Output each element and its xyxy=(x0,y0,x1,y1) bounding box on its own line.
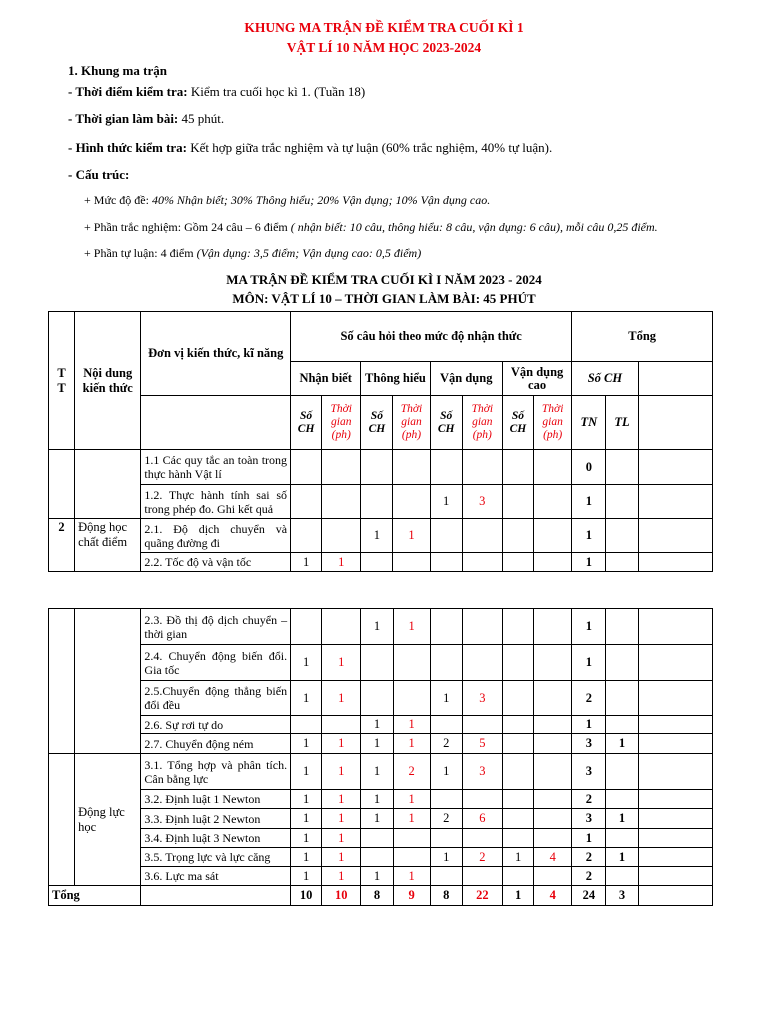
row-number-cell xyxy=(49,450,75,485)
lv3-count-header: Số CH xyxy=(430,396,462,450)
time-cell: 1 xyxy=(322,734,361,754)
total-tn-cell: 1 xyxy=(572,716,606,734)
time-cell: 5 xyxy=(462,734,502,754)
table-row xyxy=(49,681,713,716)
level-high-application-header: Vận dụng cao xyxy=(502,362,571,396)
count-cell: 1 xyxy=(361,609,393,645)
total-tn-cell: 2 xyxy=(572,681,606,716)
count-cell xyxy=(502,553,533,572)
total-tn-cell: 3 xyxy=(572,734,606,754)
unit-cell: 3.1. Tổng hợp và phân tích. Cân bằng lực xyxy=(141,754,291,790)
time-cell: 3 xyxy=(462,485,502,519)
count-cell xyxy=(430,450,462,485)
time-cell: 1 xyxy=(393,609,430,645)
lv1-time-header: Thời gian (ph) xyxy=(322,396,361,450)
table-row xyxy=(49,716,713,734)
time-cell: 1 xyxy=(322,848,361,867)
total-tl-cell xyxy=(606,553,638,572)
time-cell: 1 xyxy=(322,809,361,829)
total-tn-cell: 1 xyxy=(572,553,606,572)
tail-blank-cell xyxy=(638,848,712,867)
total-tl-cell xyxy=(606,867,638,886)
count-cell: 1 xyxy=(291,734,322,754)
row-number-cell xyxy=(49,485,75,519)
matrix-table-part2 xyxy=(48,608,713,906)
time-cell xyxy=(534,829,572,848)
time-cell xyxy=(393,829,430,848)
info-exam-time xyxy=(68,84,365,100)
tail-blank-cell xyxy=(638,790,712,809)
level-understanding-header: Thông hiểu xyxy=(361,362,430,396)
unit-cell: 2.1. Độ dịch chuyển và quãng đường đi xyxy=(141,519,291,553)
table-row xyxy=(49,734,713,754)
count-cell xyxy=(430,609,462,645)
time-cell xyxy=(534,645,572,681)
row-number-cell xyxy=(49,754,75,886)
table-row xyxy=(49,809,713,829)
time-cell: 4 xyxy=(534,848,572,867)
time-cell xyxy=(322,450,361,485)
time-cell xyxy=(534,553,572,572)
time-cell xyxy=(393,485,430,519)
count-cell: 1 xyxy=(430,848,462,867)
count-cell xyxy=(291,716,322,734)
table-row xyxy=(49,645,713,681)
table-row xyxy=(49,754,713,790)
tail-blank-cell xyxy=(638,867,712,886)
time-cell xyxy=(322,485,361,519)
tn-header: TN xyxy=(572,396,606,450)
tail-blank-cell xyxy=(638,754,712,790)
count-cell xyxy=(503,790,534,809)
time-cell xyxy=(534,754,572,790)
count-cell xyxy=(361,553,393,572)
time-cell xyxy=(534,485,572,519)
count-cell: 1 xyxy=(361,790,393,809)
count-cell: 1 xyxy=(361,867,393,886)
doc-subtitle: VẬT LÍ 10 NĂM HỌC 2023-2024 xyxy=(286,40,482,55)
topic-cell: Động học chất điểm xyxy=(75,519,141,572)
tail-blank-cell xyxy=(638,809,712,829)
info-form xyxy=(68,140,552,156)
count-cell xyxy=(361,450,393,485)
count-cell xyxy=(503,809,534,829)
time-cell xyxy=(462,867,502,886)
tail-blank-cell xyxy=(638,519,712,553)
lv1-count-header: Số CH xyxy=(291,396,322,450)
total-tn-cell: 1 xyxy=(572,519,606,553)
time-cell xyxy=(462,829,502,848)
count-cell: 1 xyxy=(361,809,393,829)
total-question-count-header: Số CH xyxy=(572,362,638,396)
total-tl-cell xyxy=(606,829,638,848)
count-cell xyxy=(361,485,393,519)
time-cell: 2 xyxy=(393,754,430,790)
time-cell: 1 xyxy=(322,681,361,716)
count-cell: 1 xyxy=(291,681,322,716)
totals-unit-blank xyxy=(141,886,291,906)
time-cell xyxy=(393,645,430,681)
tail-blank-cell xyxy=(638,829,712,848)
count-cell: 1 xyxy=(291,809,322,829)
row-number-cell: 2 xyxy=(49,519,75,572)
total-tl-cell xyxy=(606,609,638,645)
total-tl-cell xyxy=(606,754,638,790)
count-cell: 1 xyxy=(291,754,322,790)
info-duration-value: 45 phút. xyxy=(178,111,225,126)
time-cell: 1 xyxy=(322,829,361,848)
unit-cell: 3.5. Trọng lực và lực căng xyxy=(141,848,291,867)
count-cell xyxy=(361,681,393,716)
count-cell: 1 xyxy=(361,716,393,734)
info-levels-prefix: + Mức độ đề: xyxy=(84,193,152,207)
time-cell: 1 xyxy=(322,790,361,809)
total-count-cell: 1 xyxy=(503,886,534,906)
count-cell xyxy=(430,645,462,681)
time-cell: 1 xyxy=(322,754,361,790)
count-cell xyxy=(430,867,462,886)
section-heading: 1. Khung ma trận xyxy=(68,63,167,78)
time-cell xyxy=(534,716,572,734)
time-cell xyxy=(534,809,572,829)
tail-blank-cell xyxy=(638,716,712,734)
total-tn-cell: 3 xyxy=(572,809,606,829)
time-cell: 1 xyxy=(322,553,361,572)
time-cell: 2 xyxy=(462,848,502,867)
info-levels-value: 40% Nhận biết; 30% Thông hiểu; 20% Vận dụng; 10% Vận dụng cao. xyxy=(151,193,491,207)
info-duration-label: - Thời gian làm bài: xyxy=(68,111,179,126)
time-cell xyxy=(393,450,430,485)
grand-total-tn: 24 xyxy=(572,886,606,906)
table-row xyxy=(49,848,713,867)
table-row xyxy=(49,485,713,519)
total-tn-cell: 2 xyxy=(572,867,606,886)
levels-header: Số câu hỏi theo mức độ nhận thức xyxy=(291,312,572,362)
content-header: Nội dung kiến thức xyxy=(75,312,141,450)
time-cell: 1 xyxy=(393,734,430,754)
lv4-time-header: Thời gian (ph) xyxy=(534,396,572,450)
info-essay-prefix: + Phần tự luận: 4 điểm xyxy=(84,246,197,260)
total-time-cell: 9 xyxy=(393,886,430,906)
count-cell: 1 xyxy=(291,829,322,848)
total-tl-cell: 1 xyxy=(606,734,638,754)
info-structure-label: - Cấu trúc: xyxy=(68,167,130,182)
time-cell xyxy=(534,519,572,553)
count-cell: 1 xyxy=(430,681,462,716)
grand-total-tl: 3 xyxy=(606,886,638,906)
count-cell xyxy=(291,485,322,519)
time-cell: 1 xyxy=(322,867,361,886)
time-cell: 6 xyxy=(462,809,502,829)
count-cell xyxy=(502,485,533,519)
count-cell xyxy=(503,609,534,645)
count-cell xyxy=(503,716,534,734)
total-tl-cell xyxy=(606,681,638,716)
info-exam-time-label: - Thời điểm kiểm tra: xyxy=(68,84,188,99)
total-tl-cell xyxy=(606,519,638,553)
time-cell xyxy=(534,790,572,809)
unit-cell: 2.5.Chuyển động thẳng biến đổi đều xyxy=(141,681,291,716)
total-tn-cell: 1 xyxy=(572,645,606,681)
matrix-title: MA TRẬN ĐỀ KIỂM TRA CUỐI KÌ I NĂM 2023 - 2024 xyxy=(226,272,542,287)
count-cell xyxy=(430,716,462,734)
totals-row xyxy=(49,886,713,906)
unit-cell: 3.4. Định luật 3 Newton xyxy=(141,829,291,848)
total-tl-cell xyxy=(606,716,638,734)
count-cell: 1 xyxy=(361,519,393,553)
tt-header: T T xyxy=(49,312,75,450)
time-cell xyxy=(393,681,430,716)
tail-blank-header xyxy=(638,396,712,450)
info-essay xyxy=(84,246,421,261)
count-cell xyxy=(503,681,534,716)
count-cell: 1 xyxy=(291,867,322,886)
tail-blank-cell xyxy=(638,609,712,645)
time-cell xyxy=(534,734,572,754)
count-cell: 2 xyxy=(430,809,462,829)
time-cell: 1 xyxy=(393,716,430,734)
info-form-value: Kết hợp giữa trắc nghiệm và tự luận (60% trắc nghiệm, 40% tự luận). xyxy=(187,140,553,155)
time-cell: 1 xyxy=(393,867,430,886)
time-cell xyxy=(534,609,572,645)
tail-blank-cell xyxy=(638,645,712,681)
count-cell xyxy=(291,609,322,645)
unit-cell: 2.2. Tốc độ và vận tốc xyxy=(141,553,291,572)
unit-cell: 2.7. Chuyển động ném xyxy=(141,734,291,754)
table-row xyxy=(49,450,713,485)
tail-blank-cell xyxy=(638,886,712,906)
count-cell: 1 xyxy=(361,734,393,754)
count-cell: 1 xyxy=(291,848,322,867)
tail-blank-cell xyxy=(638,734,712,754)
count-cell: 1 xyxy=(291,645,322,681)
count-cell xyxy=(503,829,534,848)
total-tl-cell xyxy=(606,790,638,809)
unit-cell: 3.6. Lực ma sát xyxy=(141,867,291,886)
info-duration xyxy=(68,111,224,127)
count-cell: 1 xyxy=(291,790,322,809)
time-cell xyxy=(393,848,430,867)
total-tn-cell: 1 xyxy=(572,829,606,848)
level-application-header: Vận dụng xyxy=(430,362,502,396)
unit-cell: 2.6. Sự rơi tự do xyxy=(141,716,291,734)
info-form-label: - Hình thức kiểm tra: xyxy=(68,140,188,155)
time-cell xyxy=(534,681,572,716)
matrix-table-part1 xyxy=(48,311,713,572)
info-multiple-choice xyxy=(84,220,658,235)
table-row xyxy=(49,609,713,645)
table-row xyxy=(49,790,713,809)
count-cell xyxy=(291,519,322,553)
unit-cell: 1.2. Thực hành tính sai số trong phép đo. Ghi kết quả xyxy=(141,485,291,519)
time-cell: 1 xyxy=(393,519,430,553)
total-tn-cell: 1 xyxy=(572,485,606,519)
count-cell: 1 xyxy=(430,754,462,790)
total-tl-cell xyxy=(606,450,638,485)
total-tn-cell: 1 xyxy=(572,609,606,645)
row-number-cell xyxy=(49,609,75,754)
count-cell xyxy=(361,829,393,848)
time-cell xyxy=(462,645,502,681)
topic-cell xyxy=(75,609,141,754)
count-cell xyxy=(503,734,534,754)
tl-header: TL xyxy=(606,396,638,450)
lv3-time-header: Thời gian (ph) xyxy=(462,396,502,450)
total-tn-cell: 2 xyxy=(572,790,606,809)
count-cell xyxy=(430,553,462,572)
level-recognition-header: Nhận biết xyxy=(291,362,361,396)
time-cell: 3 xyxy=(462,754,502,790)
topic-cell xyxy=(75,485,141,519)
total-count-cell: 10 xyxy=(291,886,322,906)
info-mc-value: ( nhận biết: 10 câu, thông hiểu: 8 câu, vận dụng: 6 câu), mỗi câu 0,25 điểm. xyxy=(290,220,658,234)
total-tl-cell xyxy=(606,485,638,519)
time-cell: 1 xyxy=(393,809,430,829)
total-header: Tổng xyxy=(572,312,713,362)
table-row xyxy=(49,867,713,886)
total-tn-cell: 2 xyxy=(572,848,606,867)
topic-cell: Động lực học xyxy=(75,754,141,886)
total-tl-cell: 1 xyxy=(606,809,638,829)
tail-blank-cell xyxy=(638,681,712,716)
time-cell xyxy=(534,867,572,886)
total-tn-cell: 3 xyxy=(572,754,606,790)
time-cell xyxy=(462,553,502,572)
unit-cell: 3.2. Định luật 1 Newton xyxy=(141,790,291,809)
unit-cell: 2.4. Chuyển động biến đổi. Gia tốc xyxy=(141,645,291,681)
total-count-cell: 8 xyxy=(430,886,462,906)
count-cell xyxy=(430,519,462,553)
table-row xyxy=(49,553,713,572)
time-cell: 1 xyxy=(322,645,361,681)
tail-blank-cell xyxy=(638,485,712,519)
info-exam-time-value: Kiểm tra cuối học kì 1. (Tuần 18) xyxy=(187,84,366,99)
time-cell xyxy=(322,716,361,734)
unit-header-blank xyxy=(141,396,291,450)
total-blank-header xyxy=(638,362,712,396)
count-cell xyxy=(503,867,534,886)
count-cell: 1 xyxy=(430,485,462,519)
lv2-count-header: Số CH xyxy=(361,396,393,450)
tail-blank-cell xyxy=(638,450,712,485)
info-mc-prefix: + Phần trắc nghiệm: Gồm 24 câu – 6 điểm xyxy=(84,220,291,234)
table-row xyxy=(49,519,713,553)
unit-cell: 2.3. Đồ thị độ dịch chuyển – thời gian xyxy=(141,609,291,645)
count-cell xyxy=(502,519,533,553)
count-cell xyxy=(291,450,322,485)
time-cell xyxy=(462,450,502,485)
unit-cell: 1.1 Các quy tắc an toàn trong thực hành Vật lí xyxy=(141,450,291,485)
time-cell xyxy=(462,609,502,645)
time-cell xyxy=(322,519,361,553)
time-cell xyxy=(534,450,572,485)
time-cell: 1 xyxy=(393,790,430,809)
info-levels xyxy=(84,193,490,208)
lv4-count-header: Số CH xyxy=(502,396,533,450)
matrix-subtitle: MÔN: VẬT LÍ 10 – THỜI GIAN LÀM BÀI: 45 PHÚT xyxy=(232,291,536,306)
topic-cell xyxy=(75,450,141,485)
total-tn-cell: 0 xyxy=(572,450,606,485)
unit-cell: 3.3. Định luật 2 Newton xyxy=(141,809,291,829)
totals-label: Tổng xyxy=(49,886,141,906)
count-cell xyxy=(361,645,393,681)
count-cell: 2 xyxy=(430,734,462,754)
doc-title: KHUNG MA TRẬN ĐỀ KIỂM TRA CUỐI KÌ 1 xyxy=(244,20,524,35)
info-structure xyxy=(68,167,129,183)
total-time-cell: 22 xyxy=(462,886,502,906)
time-cell xyxy=(462,716,502,734)
total-tl-cell xyxy=(606,645,638,681)
time-cell xyxy=(462,519,502,553)
count-cell xyxy=(430,829,462,848)
count-cell: 1 xyxy=(291,553,322,572)
tail-blank-cell xyxy=(638,553,712,572)
total-tl-cell: 1 xyxy=(606,848,638,867)
info-essay-value: (Vận dụng: 3,5 điểm; Vận dụng cao: 0,5 điểm) xyxy=(196,246,422,260)
lv2-time-header: Thời gian (ph) xyxy=(393,396,430,450)
table-row xyxy=(49,829,713,848)
count-cell xyxy=(503,754,534,790)
total-count-cell: 8 xyxy=(361,886,393,906)
time-cell xyxy=(322,609,361,645)
time-cell xyxy=(462,790,502,809)
count-cell xyxy=(503,645,534,681)
count-cell: 1 xyxy=(361,754,393,790)
count-cell xyxy=(430,790,462,809)
count-cell xyxy=(361,848,393,867)
time-cell: 3 xyxy=(462,681,502,716)
count-cell xyxy=(502,450,533,485)
count-cell: 1 xyxy=(503,848,534,867)
total-time-cell: 10 xyxy=(322,886,361,906)
unit-header: Đơn vị kiến thức, kĩ năng xyxy=(141,312,291,396)
total-time-cell: 4 xyxy=(534,886,572,906)
time-cell xyxy=(393,553,430,572)
